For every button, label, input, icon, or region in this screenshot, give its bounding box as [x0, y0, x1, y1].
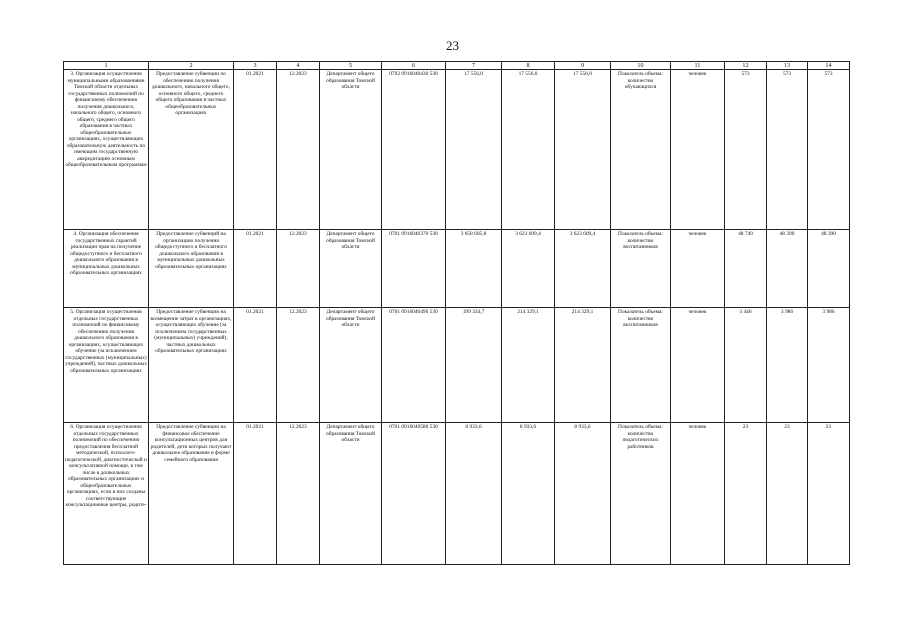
amount-year-1: 8 933,6 — [446, 423, 502, 565]
responsible-body: Департамент общего образования Томской области — [320, 70, 382, 230]
column-number-row — [64, 62, 850, 70]
end-date: 12.2023 — [277, 70, 320, 230]
indicator-year-1: 23 — [725, 423, 767, 565]
program-table — [63, 61, 850, 565]
amount-year-2: 8 933,6 — [502, 423, 555, 565]
indicator-name: Показатель объема: количество воспитанников — [611, 230, 671, 308]
indicator-year-3: 3 986 — [808, 308, 850, 423]
table-row — [64, 70, 850, 230]
column-number: 8 — [502, 62, 555, 70]
unit: человек — [671, 423, 725, 565]
indicator-year-2: 48 390 — [767, 230, 808, 308]
column-number: 4 — [277, 62, 320, 70]
indicator-year-2: 573 — [767, 70, 808, 230]
activity-name: 5. Организация осуществления отдельных государственных полномочий по финансовому обеспечению получения дошкольного образования в организациях, осуществляющих обучение (за исключением государственных (муниципальных) учреждений), частных дошкольных образовательных организациях — [64, 308, 149, 423]
activity-name: 4. Организация обеспечения государственных гарантий реализации прав на получение общедоступного и бесплатного дошкольного образования в муниципальных дошкольных образовательных организациях — [64, 230, 149, 308]
responsible-body: Департамент общего образования Томской области — [320, 308, 382, 423]
indicator-year-3: 23 — [808, 423, 850, 565]
amount-year-2: 214 329,1 — [502, 308, 555, 423]
unit: человек — [671, 70, 725, 230]
column-number: 2 — [149, 62, 234, 70]
start-date: 01.2021 — [234, 423, 277, 565]
activity-description: Предоставление субвенции на финансовое обеспечение консультационных центров для родителей, дети которых получают дошкольное образование в форме семейного образования — [149, 423, 234, 565]
activity-name: 3. Организация осуществления муниципальными образованиями Томской области отдельных государственных полномочий по финансовому обеспечению получения дошкольного, начального общего, основного общего, среднего общего образования в частных общеобразовательных организациях, осуществляющих образовательную деятельность по имеющим государственную аккредитацию основным общеобразовательным программам — [64, 70, 149, 230]
indicator-year-1: 573 — [725, 70, 767, 230]
end-date: 12.2023 — [277, 230, 320, 308]
amount-year-2: 17 556,0 — [502, 70, 555, 230]
column-number: 11 — [671, 62, 725, 70]
column-number: 10 — [611, 62, 671, 70]
column-number: 9 — [555, 62, 611, 70]
amount-year-3: 3 623 609,4 — [555, 230, 611, 308]
budget-code: 0701 0916040580 530 — [382, 423, 446, 565]
indicator-name: Показатель объема: количество воспитанников — [611, 308, 671, 423]
page-number: 23 — [446, 38, 459, 53]
indicator-name: Показатель объема: количество обучающихся — [611, 70, 671, 230]
end-date: 12.2023 — [277, 308, 320, 423]
amount-year-1: 3 658 605,8 — [446, 230, 502, 308]
responsible-body: Департамент общего образования Томской области — [320, 230, 382, 308]
budget-code: 0701 0916040490 530 — [382, 308, 446, 423]
indicator-name: Показатель объема: количество педагогических работников — [611, 423, 671, 565]
activity-name: 6. Организация осуществления отдельных государственных полномочий по обеспечению предоставления бесплатной методической, психолого-педагогической, диагностической и консультативной помощи, в том числе в дошкольных образовательных организациях и общеобразовательных организациях, если в них созданы соответствующие консультационные центры, родите- — [64, 423, 149, 565]
end-date: 12.2023 — [277, 423, 320, 565]
column-number: 5 — [320, 62, 382, 70]
start-date: 01.2021 — [234, 230, 277, 308]
amount-year-1: 17 556,0 — [446, 70, 502, 230]
indicator-year-1: 3 446 — [725, 308, 767, 423]
table-row — [64, 308, 850, 423]
table-row — [64, 423, 850, 565]
indicator-year-2: 3 986 — [767, 308, 808, 423]
indicator-year-2: 23 — [767, 423, 808, 565]
activity-description: Предоставление субвенции по обеспечению получения дошкольного, начального общего, основного общего, среднего общего образования в частных общеобразовательных организациях — [149, 70, 234, 230]
activity-description: Предоставление субвенции на возмещение затрат в организациях, осуществляющих обучение (за исключением государственных (муниципальных) учреждений), частных дошкольных образовательных организациях — [149, 308, 234, 423]
amount-year-3: 8 933,6 — [555, 423, 611, 565]
column-number: 3 — [234, 62, 277, 70]
indicator-year-1: 48 749 — [725, 230, 767, 308]
budget-code: 0701 0916040370 530 — [382, 230, 446, 308]
amount-year-3: 214 329,1 — [555, 308, 611, 423]
start-date: 01.2021 — [234, 70, 277, 230]
column-number: 6 — [382, 62, 446, 70]
column-number: 14 — [808, 62, 850, 70]
activity-description: Предоставление субвенций на организацию получения общедоступного и бесплатного дошкольного образования в муниципальных дошкольных образовательных организациях — [149, 230, 234, 308]
amount-year-2: 3 623 609,4 — [502, 230, 555, 308]
responsible-body: Департамент общего образования Томской области — [320, 423, 382, 565]
budget-code: 0702 0916040430 530 — [382, 70, 446, 230]
amount-year-3: 17 556,0 — [555, 70, 611, 230]
indicator-year-3: 48 390 — [808, 230, 850, 308]
indicator-year-3: 573 — [808, 70, 850, 230]
unit: человек — [671, 308, 725, 423]
start-date: 01.2021 — [234, 308, 277, 423]
table-row — [64, 230, 850, 308]
column-number: 7 — [446, 62, 502, 70]
amount-year-1: 199 334,7 — [446, 308, 502, 423]
column-number: 13 — [767, 62, 808, 70]
column-number: 12 — [725, 62, 767, 70]
column-number: 1 — [64, 62, 149, 70]
unit: человек — [671, 230, 725, 308]
